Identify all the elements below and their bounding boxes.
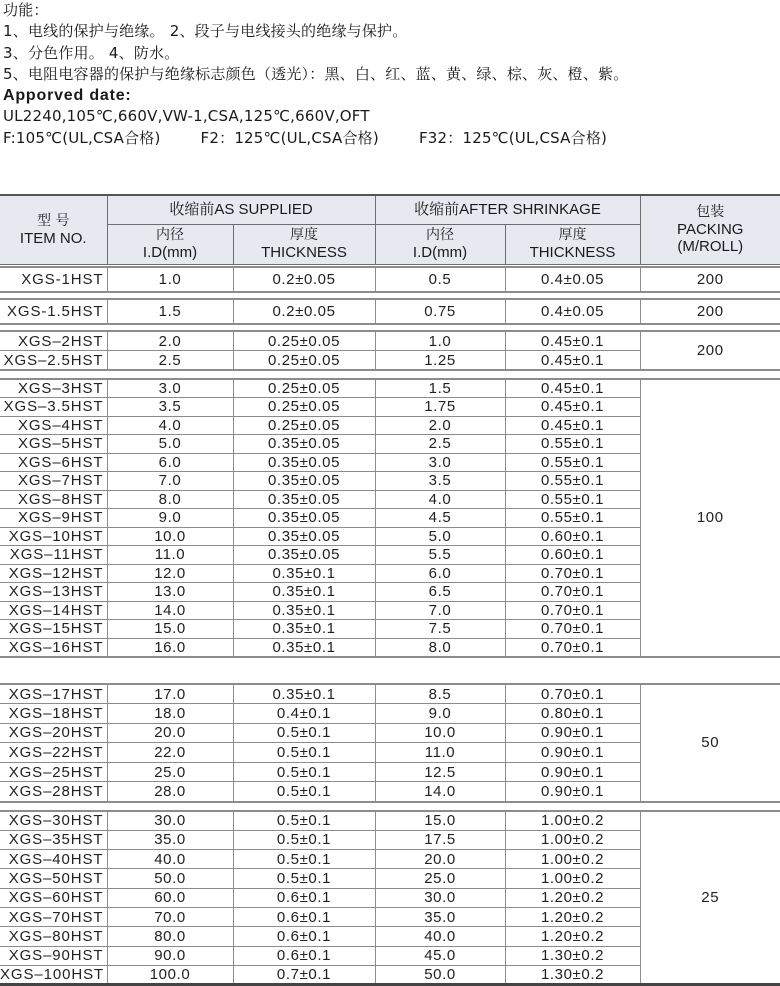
- supplied-thickness-cell: 0.35±0.05: [233, 509, 375, 528]
- header-packing-unit: (M/ROLL): [677, 238, 744, 256]
- item-no-cell: XGS–70HST: [0, 907, 107, 926]
- item-no-cell: XGS–7HST: [0, 472, 107, 491]
- supplied-id-cell: 40.0: [107, 850, 233, 869]
- shrink-thickness-cell: 1.00±0.2: [505, 811, 640, 830]
- supplied-thickness-cell: 0.5±0.1: [233, 869, 375, 888]
- packing-cell: 200: [640, 267, 780, 292]
- supplied-id-cell: 13.0: [107, 583, 233, 602]
- shrink-id-cell: 1.5: [375, 379, 505, 398]
- shrink-id-cell: 14.0: [375, 782, 505, 802]
- header-item-no: [0, 195, 107, 264]
- header-packing: [640, 195, 780, 264]
- shrink-thickness-cell: 1.20±0.2: [505, 888, 640, 907]
- header-shrink-thickness: [505, 224, 640, 264]
- row-group: [0, 298, 780, 325]
- item-no-cell: XGS–10HST: [0, 527, 107, 546]
- supplied-thickness-cell: 0.5±0.1: [233, 811, 375, 830]
- shrink-thickness-cell: 0.70±0.1: [505, 564, 640, 583]
- supplied-thickness-cell: 0.25±0.05: [233, 331, 375, 351]
- shrink-id-cell: 17.5: [375, 830, 505, 849]
- shrink-thickness-cell: 0.55±0.1: [505, 472, 640, 491]
- item-no-cell: XGS–22HST: [0, 743, 107, 763]
- packing-cell: 200: [640, 331, 780, 370]
- shrink-id-cell: 1.75: [375, 398, 505, 417]
- shrink-thickness-cell: 0.60±0.1: [505, 546, 640, 565]
- shrink-id-cell: 11.0: [375, 743, 505, 763]
- header-supplied-id: [107, 224, 233, 264]
- shrink-thickness-cell: 1.20±0.2: [505, 927, 640, 946]
- row-group: [0, 330, 780, 371]
- supplied-id-cell: 11.0: [107, 546, 233, 565]
- shrink-id-cell: 4.5: [375, 509, 505, 528]
- shrink-thickness-cell: 0.90±0.1: [505, 782, 640, 802]
- header-thick-cn: 厚度: [290, 227, 318, 243]
- supplied-id-cell: 25.0: [107, 762, 233, 782]
- shrink-id-cell: 1.25: [375, 351, 505, 371]
- shrink-id-cell: 1.0: [375, 331, 505, 351]
- supplied-thickness-cell: 0.35±0.05: [233, 435, 375, 454]
- shrink-id-cell: 30.0: [375, 888, 505, 907]
- supplied-thickness-cell: 0.25±0.05: [233, 379, 375, 398]
- item-no-cell: XGS–17HST: [0, 684, 107, 704]
- item-no-cell: XGS–35HST: [0, 830, 107, 849]
- shrink-id-cell: 40.0: [375, 927, 505, 946]
- packing-cell: 200: [640, 299, 780, 324]
- header-thick-en: THICKNESS: [529, 244, 616, 261]
- header-as-supplied: 收缩前AS SUPPLIED: [107, 195, 375, 224]
- supplied-thickness-cell: 0.35±0.05: [233, 546, 375, 565]
- table-row: [0, 379, 780, 398]
- header-thick-en: THICKNESS: [261, 244, 347, 261]
- item-no-cell: XGS–13HST: [0, 583, 107, 602]
- table-row: [0, 684, 780, 704]
- f2-rating: F2：125℃(UL,CSA合格): [200, 128, 379, 147]
- shrink-thickness-cell: 0.70±0.1: [505, 684, 640, 704]
- supplied-thickness-cell: 0.35±0.05: [233, 472, 375, 491]
- supplied-id-cell: 3.5: [107, 398, 233, 417]
- row-group: [0, 266, 780, 293]
- shrink-id-cell: 7.5: [375, 620, 505, 639]
- shrink-id-cell: 5.0: [375, 527, 505, 546]
- shrink-id-cell: 12.5: [375, 762, 505, 782]
- shrink-id-cell: 6.5: [375, 583, 505, 602]
- supplied-thickness-cell: 0.25±0.05: [233, 416, 375, 435]
- supplied-thickness-cell: 0.35±0.1: [233, 564, 375, 583]
- item-no-cell: XGS–3HST: [0, 379, 107, 398]
- supplied-thickness-cell: 0.5±0.1: [233, 723, 375, 743]
- shrink-thickness-cell: 0.45±0.1: [505, 398, 640, 417]
- item-no-cell: XGS–2HST: [0, 331, 107, 351]
- shrink-thickness-cell: 0.55±0.1: [505, 509, 640, 528]
- shrink-id-cell: 0.75: [375, 299, 505, 324]
- shrink-thickness-cell: 0.70±0.1: [505, 601, 640, 620]
- supplied-id-cell: 14.0: [107, 601, 233, 620]
- shrink-thickness-cell: 0.55±0.1: [505, 490, 640, 509]
- item-no-cell: XGS–50HST: [0, 869, 107, 888]
- function-line-1: 1、电线的保护与绝缘。 2、段子与电线接头的绝缘与保护。: [3, 22, 408, 41]
- header-after-shrinkage: 收缩前AFTER SHRINKAGE: [375, 195, 640, 224]
- shrink-id-cell: 20.0: [375, 850, 505, 869]
- supplied-id-cell: 20.0: [107, 723, 233, 743]
- supplied-thickness-cell: 0.35±0.05: [233, 527, 375, 546]
- header-packing-cn: 包装: [696, 204, 725, 221]
- function-label: 功能：: [3, 1, 49, 19]
- table-row: [0, 267, 780, 292]
- shrink-id-cell: 10.0: [375, 723, 505, 743]
- supplied-thickness-cell: 0.7±0.1: [233, 965, 375, 984]
- item-no-cell: XGS–5HST: [0, 435, 107, 454]
- row-group: [0, 810, 780, 986]
- intro-section: [3, 0, 778, 149]
- supplied-thickness-cell: 0.5±0.1: [233, 762, 375, 782]
- shrink-thickness-cell: 1.20±0.2: [505, 907, 640, 926]
- supplied-thickness-cell: 0.5±0.1: [233, 850, 375, 869]
- shrink-thickness-cell: 1.30±0.2: [505, 946, 640, 965]
- supplied-thickness-cell: 0.5±0.1: [233, 782, 375, 802]
- header-supplied-thickness: [233, 224, 375, 264]
- item-no-cell: XGS–30HST: [0, 811, 107, 830]
- approved-label: Apporved date:: [3, 87, 132, 105]
- shrink-thickness-cell: 0.45±0.1: [505, 379, 640, 398]
- supplied-thickness-cell: 0.6±0.1: [233, 888, 375, 907]
- header-id-en: I.D(mm): [412, 244, 468, 261]
- shrink-id-cell: 25.0: [375, 869, 505, 888]
- supplied-thickness-cell: 0.6±0.1: [233, 946, 375, 965]
- row-group: [0, 683, 780, 803]
- shrink-thickness-cell: 1.00±0.2: [505, 869, 640, 888]
- item-no-cell: XGS–12HST: [0, 564, 107, 583]
- supplied-id-cell: 35.0: [107, 830, 233, 849]
- f-rating: F:105℃(UL,CSA合格): [3, 128, 161, 147]
- item-no-cell: XGS–4HST: [0, 416, 107, 435]
- shrink-thickness-cell: 0.90±0.1: [505, 762, 640, 782]
- shrink-thickness-cell: 1.30±0.2: [505, 965, 640, 984]
- temperature-ratings: [3, 128, 778, 149]
- shrink-thickness-cell: 0.45±0.1: [505, 416, 640, 435]
- item-no-cell: XGS–60HST: [0, 888, 107, 907]
- shrink-thickness-cell: 0.70±0.1: [505, 583, 640, 602]
- header-item-en: ITEM NO.: [19, 229, 87, 247]
- item-no-cell: XGS–15HST: [0, 620, 107, 639]
- shrink-thickness-cell: 0.55±0.1: [505, 453, 640, 472]
- header-id-cn: 内径: [426, 227, 454, 243]
- supplied-id-cell: 50.0: [107, 869, 233, 888]
- item-no-cell: XGS–20HST: [0, 723, 107, 743]
- shrink-id-cell: 3.0: [375, 453, 505, 472]
- shrink-id-cell: 8.0: [375, 638, 505, 657]
- item-no-cell: XGS-1HST: [0, 267, 107, 292]
- supplied-thickness-cell: 0.35±0.1: [233, 620, 375, 639]
- item-no-cell: XGS–80HST: [0, 927, 107, 946]
- supplied-id-cell: 1.5: [107, 299, 233, 324]
- item-no-cell: XGS–2.5HST: [0, 351, 107, 371]
- supplied-thickness-cell: 0.2±0.05: [233, 299, 375, 324]
- item-no-cell: XGS–40HST: [0, 850, 107, 869]
- function-line-2: 3、分色作用。 4、防水。: [3, 43, 180, 62]
- supplied-id-cell: 6.0: [107, 453, 233, 472]
- shrink-thickness-cell: 0.4±0.05: [505, 267, 640, 292]
- supplied-id-cell: 3.0: [107, 379, 233, 398]
- supplied-thickness-cell: 0.35±0.1: [233, 638, 375, 657]
- supplied-thickness-cell: 0.35±0.1: [233, 583, 375, 602]
- shrink-id-cell: 2.0: [375, 416, 505, 435]
- shrink-thickness-cell: 0.55±0.1: [505, 435, 640, 454]
- packing-cell: 100: [640, 379, 780, 657]
- shrink-thickness-cell: 0.60±0.1: [505, 527, 640, 546]
- f32-rating: F32：125℃(UL,CSA合格): [418, 128, 608, 147]
- supplied-id-cell: 60.0: [107, 888, 233, 907]
- header-item-cn: 型 号: [37, 212, 70, 229]
- supplied-thickness-cell: 0.6±0.1: [233, 927, 375, 946]
- supplied-id-cell: 17.0: [107, 684, 233, 704]
- shrink-id-cell: 3.5: [375, 472, 505, 491]
- shrink-thickness-cell: 0.90±0.1: [505, 723, 640, 743]
- supplied-thickness-cell: 0.35±0.05: [233, 490, 375, 509]
- shrink-id-cell: 35.0: [375, 907, 505, 926]
- supplied-thickness-cell: 0.35±0.1: [233, 684, 375, 704]
- shrink-id-cell: 9.0: [375, 704, 505, 724]
- header-packing-en: PACKING: [677, 221, 744, 239]
- shrink-thickness-cell: 0.45±0.1: [505, 331, 640, 351]
- supplied-id-cell: 2.5: [107, 351, 233, 371]
- supplied-id-cell: 15.0: [107, 620, 233, 639]
- supplied-id-cell: 100.0: [107, 965, 233, 984]
- supplied-id-cell: 4.0: [107, 416, 233, 435]
- item-no-cell: XGS-1.5HST: [0, 299, 107, 324]
- supplied-id-cell: 2.0: [107, 331, 233, 351]
- header-id-en: I.D(mm): [142, 244, 198, 261]
- supplied-thickness-cell: 0.35±0.1: [233, 601, 375, 620]
- item-no-cell: XGS–3.5HST: [0, 398, 107, 417]
- supplied-id-cell: 5.0: [107, 435, 233, 454]
- supplied-thickness-cell: 0.25±0.05: [233, 351, 375, 371]
- supplied-thickness-cell: 0.4±0.1: [233, 704, 375, 724]
- shrink-id-cell: 2.5: [375, 435, 505, 454]
- supplied-id-cell: 1.0: [107, 267, 233, 292]
- supplied-id-cell: 16.0: [107, 638, 233, 657]
- item-no-cell: XGS–16HST: [0, 638, 107, 657]
- supplied-id-cell: 22.0: [107, 743, 233, 763]
- table-row: [0, 811, 780, 830]
- shrink-thickness-cell: 0.70±0.1: [505, 620, 640, 639]
- item-no-cell: XGS–90HST: [0, 946, 107, 965]
- shrink-id-cell: 50.0: [375, 965, 505, 984]
- supplied-id-cell: 70.0: [107, 907, 233, 926]
- supplied-thickness-cell: 0.35±0.05: [233, 453, 375, 472]
- shrink-id-cell: 7.0: [375, 601, 505, 620]
- shrink-thickness-cell: 0.90±0.1: [505, 743, 640, 763]
- packing-cell: 25: [640, 811, 780, 985]
- supplied-thickness-cell: 0.5±0.1: [233, 830, 375, 849]
- supplied-id-cell: 7.0: [107, 472, 233, 491]
- supplied-id-cell: 9.0: [107, 509, 233, 528]
- spec-table-header: [0, 194, 780, 265]
- shrink-id-cell: 4.0: [375, 490, 505, 509]
- item-no-cell: XGS–8HST: [0, 490, 107, 509]
- shrink-thickness-cell: 1.00±0.2: [505, 830, 640, 849]
- supplied-id-cell: 12.0: [107, 564, 233, 583]
- table-row: [0, 331, 780, 351]
- header-shrink-id: [375, 224, 505, 264]
- supplied-thickness-cell: 0.2±0.05: [233, 267, 375, 292]
- packing-cell: 50: [640, 684, 780, 802]
- item-no-cell: XGS–100HST: [0, 965, 107, 984]
- shrink-thickness-cell: 0.80±0.1: [505, 704, 640, 724]
- header-id-cn: 内径: [156, 227, 184, 243]
- item-no-cell: XGS–6HST: [0, 453, 107, 472]
- supplied-id-cell: 10.0: [107, 527, 233, 546]
- item-no-cell: XGS–14HST: [0, 601, 107, 620]
- shrink-id-cell: 5.5: [375, 546, 505, 565]
- supplied-id-cell: 80.0: [107, 927, 233, 946]
- supplied-thickness-cell: 0.6±0.1: [233, 907, 375, 926]
- shrink-id-cell: 45.0: [375, 946, 505, 965]
- function-line-3: 5、电阻电容器的保护与绝缘标志颜色（透光）：黑、白、红、蓝、黄、绿、棕、灰、橙、紫。: [3, 64, 629, 83]
- supplied-id-cell: 18.0: [107, 704, 233, 724]
- item-no-cell: XGS–11HST: [0, 546, 107, 565]
- supplied-id-cell: 30.0: [107, 811, 233, 830]
- supplied-id-cell: 90.0: [107, 946, 233, 965]
- supplied-thickness-cell: 0.25±0.05: [233, 398, 375, 417]
- table-row: [0, 299, 780, 324]
- shrink-thickness-cell: 1.00±0.2: [505, 850, 640, 869]
- shrink-thickness-cell: 0.70±0.1: [505, 638, 640, 657]
- item-no-cell: XGS–9HST: [0, 509, 107, 528]
- approval-line: UL2240,105℃,660V,VW-1,CSA,125℃,660V,OFT: [3, 107, 370, 126]
- shrink-id-cell: 0.5: [375, 267, 505, 292]
- shrink-id-cell: 8.5: [375, 684, 505, 704]
- item-no-cell: XGS–18HST: [0, 704, 107, 724]
- shrink-id-cell: 6.0: [375, 564, 505, 583]
- header-thick-cn: 厚度: [558, 227, 587, 243]
- item-no-cell: XGS–28HST: [0, 782, 107, 802]
- row-group: [0, 378, 780, 658]
- item-no-cell: XGS–25HST: [0, 762, 107, 782]
- supplied-id-cell: 8.0: [107, 490, 233, 509]
- supplied-thickness-cell: 0.5±0.1: [233, 743, 375, 763]
- shrink-thickness-cell: 0.45±0.1: [505, 351, 640, 371]
- shrink-id-cell: 15.0: [375, 811, 505, 830]
- shrink-thickness-cell: 0.4±0.05: [505, 299, 640, 324]
- supplied-id-cell: 28.0: [107, 782, 233, 802]
